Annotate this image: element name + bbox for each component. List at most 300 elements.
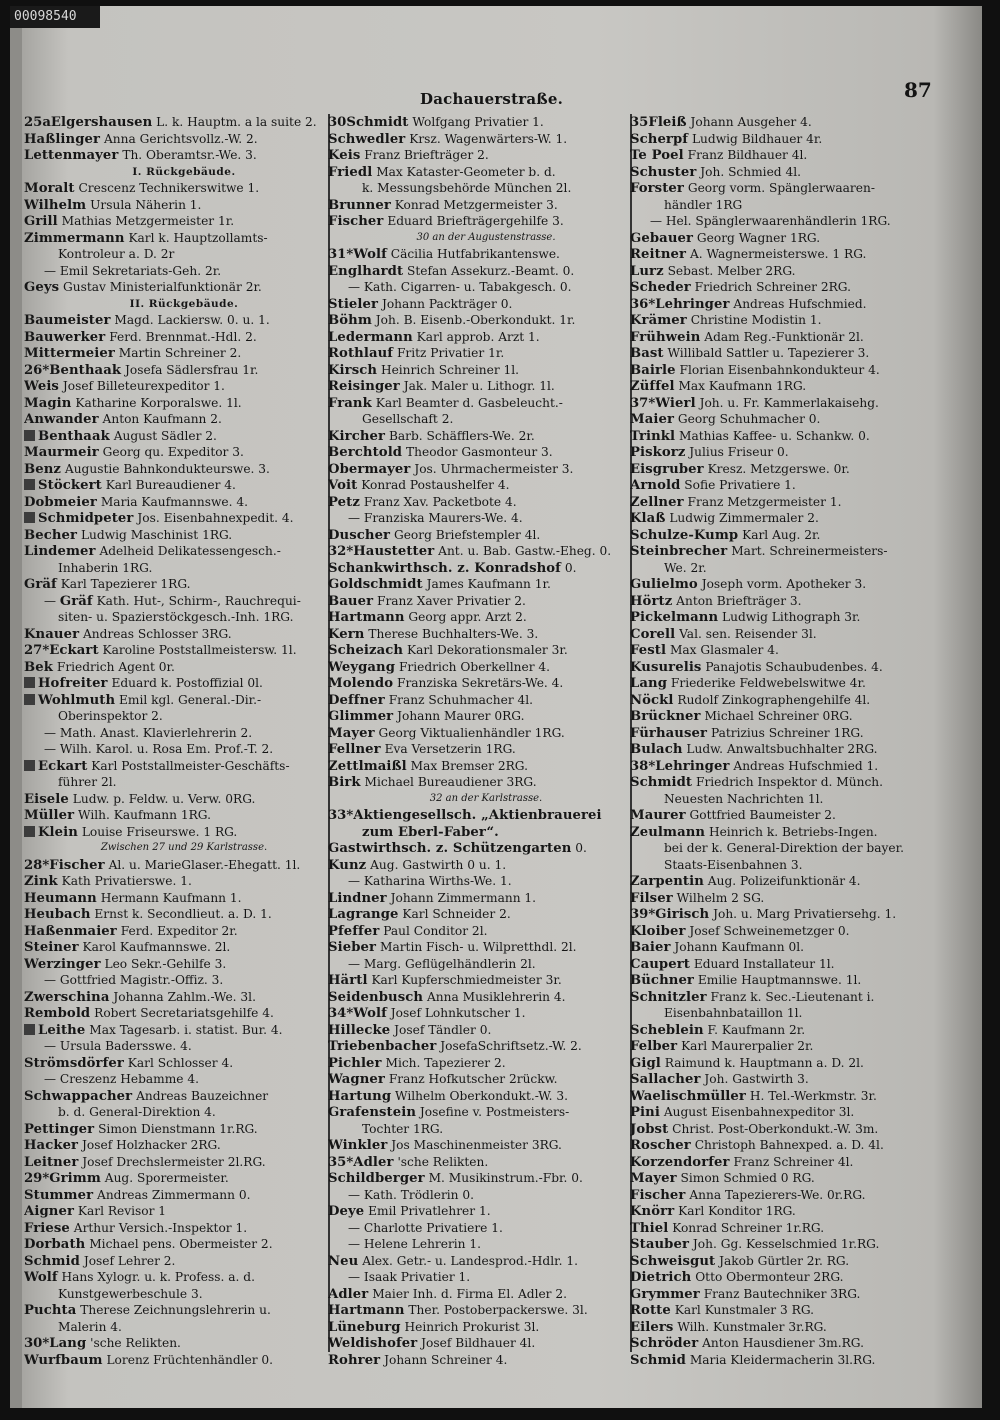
directory-entry [24,114,347,131]
directory-entry [630,114,930,131]
entry-details: F. Kaufmann 2r. [707,1022,806,1037]
entry-details: Michael pens. Obermeister 2. [89,1237,273,1251]
entry-name: Wurfbaum [24,1352,103,1368]
entry-details: Karl Bureaudiener 4. [105,478,236,492]
entry-name: Wolf [24,1270,58,1285]
entry-details: händler 1RG [664,197,743,212]
entry-name: Pickelmann [630,610,719,625]
entry-continuation [630,560,930,577]
directory-entry [328,692,644,709]
directory-entry [328,1335,644,1352]
directory-entry [328,213,644,230]
directory-entry [24,626,344,643]
ditto-dash: — [348,280,360,294]
directory-entry [328,1269,644,1286]
section-heading: I. Rückgebäude. [132,165,236,178]
directory-entry [328,1253,644,1270]
entry-name: Petz [328,494,360,510]
entry-name: Grill [24,214,58,229]
entry-name: Winkler [328,1138,388,1153]
directory-entry [24,1335,344,1352]
entry-details: Paul Conditor 2l. [383,923,488,938]
directory-entry [24,1220,344,1237]
entry-details: Georg appr. Arzt 2. [408,610,527,624]
entry-continuation [328,180,644,197]
entry-name: Keis [328,148,361,163]
entry-details: Kath. Hut-, Schirm-, Rauchrequi- [96,593,301,608]
index-marker-icon [24,1024,35,1035]
entry-details: Gesellschaft 2. [362,412,454,426]
entry-continuation [24,560,344,577]
entry-details: Aug. Sporermeister. [104,1171,229,1185]
directory-entry [630,1236,930,1253]
street-note: Zwischen 27 und 29 Karlstrasse. [100,842,268,853]
directory-entry [328,741,644,758]
directory-entry [24,923,344,940]
directory-entry [630,246,930,263]
directory-entry [24,1187,344,1204]
directory-entry [328,840,644,857]
entry-name: Corell [630,626,676,642]
entry-name: Maurmeir [24,445,99,460]
entry-name: Weygang [328,659,396,675]
entry-name: Rembold [24,1006,91,1021]
directory-entry [24,1154,344,1171]
entry-details: Martin Schreiner 2. [118,346,242,360]
entry-name: Girisch [655,907,710,922]
entry-details: Christoph Bahnexped. a. D. 4l. [694,1138,884,1152]
directory-entry [630,1055,930,1072]
entry-name: Zeulmann [630,824,706,840]
directory-entry [24,477,344,494]
directory-entry [24,890,344,907]
entry-name: Lettenmayer [24,148,119,163]
entry-details: Andreas Zimmermann 0. [97,1187,251,1202]
entry-name: Wolf [353,1006,387,1021]
entry-details: Anton Briefträger 3. [676,593,802,608]
directory-entry [630,1038,930,1055]
entry-details: Katharine Korporalswe. 1l. [75,395,242,410]
entry-details: führer 2l. [58,775,117,789]
house-number: 37* [630,395,656,411]
directory-entry [328,1319,644,1336]
directory-entry [328,1071,644,1088]
entry-details: Karl approb. Arzt 1. [416,329,540,344]
entry-name: Fischer [630,1187,686,1203]
entry-name: Hillecke [328,1022,391,1038]
entry-name: Dorbath [24,1237,86,1252]
directory-entry [24,312,344,329]
directory-entry [328,1286,644,1303]
directory-entry [630,1154,930,1171]
directory-entry [630,164,930,181]
directory-entry [24,197,344,214]
entry-details: Sofie Privatiere 1. [684,478,796,492]
entry-name: Gastwirthsch. z. Schützengarten [328,841,572,856]
entry-name: Gigl [630,1055,661,1071]
entry-name: Krämer [630,313,687,328]
directory-entry [328,1203,644,1220]
entry-name: Mayer [630,1171,677,1186]
directory-entry [630,1335,930,1352]
directory-entry [630,411,930,428]
directory-entry [630,329,930,346]
entry-name: Böhm [328,313,372,328]
entry-details: Jak. Maler u. Lithogr. 1l. [403,379,555,393]
street-note: 30 an der Augustenstrasse. [416,231,556,243]
entry-name: Grafenstein [328,1105,417,1120]
entry-name: Becher [24,527,78,543]
entry-details: Ludwig Maschinist 1RG. [80,527,233,542]
directory-entry [630,1352,930,1369]
street-note: 32 an der Karlstrasse. [429,792,543,804]
entry-details: Friedrich Schreiner 2RG. [694,280,851,294]
entry-name: Nöckl [630,692,674,708]
entry-details: Kresz. Metzgerswe. 0r. [707,461,850,476]
entry-details: Karl k. Hauptzollamts- [128,230,268,245]
entry-details: Tochter 1RG. [362,1121,444,1136]
entry-name: Fürhauser [630,725,708,741]
entry-continuation [24,1104,344,1121]
house-number: 25a [24,115,51,130]
directory-entry [328,890,644,907]
directory-entry [328,494,644,511]
directory-entry [24,180,344,197]
entry-name: Reitner [630,247,687,262]
directory-entry [24,1022,344,1039]
entry-details: Eduard Briefträgergehilfe 3. [387,214,564,228]
entry-details: Mich. Tapezierer 2. [385,1055,506,1070]
entry-name: Lüneburg [328,1319,401,1335]
entry-name: Molendo [328,676,394,691]
directory-entry [328,1302,644,1319]
directory-entry [24,543,344,560]
entry-details: Ludwig Bildhauer 4r. [691,131,823,146]
directory-entry [24,1038,344,1055]
entry-details: Eduard Installateur 1l. [693,956,835,971]
entry-name: Friedl [328,164,373,180]
entry-details: Josefa Sädlersfrau 1r. [124,362,259,377]
entry-name: Eckart [49,643,99,658]
entry-name: Benthaak [38,428,110,444]
directory-entry [630,659,930,676]
entry-name: Gräf [24,577,57,592]
directory-entry [24,906,344,923]
entry-name: Wierl [655,395,696,411]
entry-details: Friedrich Oberkellner 4. [398,659,551,674]
entry-details: Anton Hausdiener 3m.RG. [702,1336,864,1350]
entry-details: Julius Friseur 0. [689,445,789,459]
entry-name: Seidenbusch [328,989,424,1005]
entry-name: Duscher [328,527,391,543]
directory-entry [630,1137,930,1154]
directory-entry [630,1319,930,1336]
page-title: Dachauerstraße. [420,90,563,108]
entry-details: Emilie Hauptmannswe. 1l. [697,973,862,987]
entry-details: Robert Secretariatsgehilfe 4. [94,1006,274,1020]
entry-name: Elgershausen [50,115,153,130]
ditto-dash: — [44,593,56,608]
entry-name: Scherpf [630,131,689,147]
entry-details: Andreas Bauzeichner [136,1088,269,1103]
directory-entry [630,609,930,626]
index-marker-icon [24,512,35,523]
directory-entry [328,246,644,263]
directory-entry [328,114,644,131]
entry-details: Wilhelm Oberkondukt.-W. 3. [395,1088,568,1103]
entry-name: Zimmermann [24,230,125,246]
entry-details: Maria Kaufmannswe. 4. [100,494,248,509]
entry-name: Mittermeier [24,346,115,361]
directory-entry [328,461,644,478]
entry-details: Josef Holzhacker 2RG. [82,1138,221,1152]
entry-continuation [24,1286,344,1303]
directory-entry [24,1352,344,1369]
entry-details: August Sädler 2. [113,428,217,443]
entry-details: Barb. Schäfflers-We. 2r. [388,428,535,443]
entry-details: Joseph vorm. Apotheker 3. [701,577,867,591]
directory-entry [328,1137,644,1154]
entry-details: Charlotte Privatiere 1. [363,1220,503,1235]
directory-entry [24,1203,344,1220]
entry-details: Konrad Metzgermeister 3. [394,197,558,212]
entry-name: Heubach [24,907,91,922]
entry-details: Raimund k. Hauptmann a. D. 2l. [664,1055,864,1070]
directory-entry [328,345,644,362]
entry-details: Joh. Gastwirth 3. [704,1072,809,1086]
entry-name: Schwedler [328,131,406,147]
entry-details: Johann Ausgeher 4. [690,115,812,129]
entry-name: Zarpentin [630,874,704,889]
index-marker-icon [24,694,35,705]
entry-name: Birk [328,775,361,790]
directory-entry [24,989,344,1006]
directory-entry [328,444,644,461]
entry-name: Steiner [24,940,79,955]
entry-details: Kontroleur a. D. 2r [58,247,175,261]
directory-entry [328,1154,644,1171]
directory-entry [328,197,644,214]
directory-entry [630,1302,930,1319]
entry-name: Gebauer [630,230,694,246]
ditto-dash: — [348,1187,360,1202]
entry-name: Stöckert [38,478,102,493]
directory-entry [24,741,344,758]
directory-entry [328,1088,644,1105]
directory-entry [630,758,930,775]
entry-name: Te Poel [630,148,684,163]
entry-details: Ernst k. Secondlieut. a. D. 1. [94,907,272,921]
entry-name: Schankwirthsch. z. Konradshof [328,560,561,576]
entry-name: Lurz [630,263,664,279]
entry-details: Josef Drechslermeister 2l.RG. [82,1154,266,1169]
entry-details: Karl Tapezierer 1RG. [60,577,191,591]
entry-name: Schildberger [328,1171,425,1186]
entry-details: Staats-Eisenbahnen 3. [664,857,803,872]
entry-details: Ludw. Anwaltsbuchhalter 2RG. [686,742,878,756]
directory-entry [630,263,930,280]
directory-entry [630,213,930,230]
entry-details: Ursula Badersswe. 4. [59,1039,192,1053]
ditto-dash: — [44,742,56,756]
entry-details: We. 2r. [664,560,707,575]
entry-name: Pini [630,1105,660,1120]
entry-continuation [630,197,930,214]
entry-name: Magin [24,395,72,411]
directory-entry [630,741,930,758]
entry-details: b. d. General-Direktion 4. [58,1105,216,1119]
entry-name: Baumeister [24,313,111,328]
entry-details: Eva Versetzerin 1RG. [384,742,516,756]
entry-details: Willibald Sattler u. Tapezierer 3. [667,346,870,360]
entry-details: Cäcilia Hutfabrikantenswe. [390,247,560,261]
entry-details: M. Musikinstrum.-Fbr. 0. [428,1171,583,1185]
section-heading: II. Rückgebäude. [129,297,239,310]
entry-details: Rudolf Zinkographengehilfe 4l. [677,692,871,707]
directory-entry [328,593,644,610]
entry-details: Johann Zimmermann 1. [390,890,537,905]
entry-name: Hofreiter [38,676,108,691]
directory-entry [630,1220,930,1237]
directory-entry [24,824,344,841]
directory-entry [630,1187,930,1204]
directory-entry [328,609,644,626]
entry-name: Deffner [328,692,385,708]
directory-entry [24,1121,344,1138]
entry-name: zum Eberl-Faber“. [362,824,499,840]
ditto-dash: — [348,1270,360,1284]
entry-name: Stieler [328,296,379,312]
entry-continuation [630,840,930,857]
directory-entry [24,1253,344,1270]
directory-entry [24,807,344,824]
entry-name: Neu [328,1253,359,1269]
directory-entry [630,626,930,643]
entry-name: Weldishofer [328,1336,418,1351]
entry-name: Ledermann [328,329,413,345]
directory-entry [24,1005,344,1022]
entry-name: Schröder [630,1336,699,1351]
entry-name: Sieber [328,940,377,955]
directory-entry [328,1220,644,1237]
entry-details: Gottfried Baumeister 2. [689,808,836,822]
directory-entry [630,708,930,725]
entry-name: Bek [24,659,53,675]
entry-name: Obermayer [328,461,411,477]
entry-details: Wolfgang Privatier 1. [412,115,544,129]
entry-name: Roscher [630,1138,691,1153]
index-marker-icon [24,826,35,837]
entry-details: Ludwig Lithograph 3r. [722,610,861,624]
ditto-dash: — [348,511,360,525]
entry-details: bei der k. General-Direktion der bayer. [664,841,904,855]
entry-details: Helene Lehrerin 1. [363,1237,482,1251]
entry-name: Maier [630,412,674,427]
directory-entry [24,131,344,148]
entry-name: Gulielmo [630,577,698,592]
directory-entry [328,1104,644,1121]
entry-details: Ursula Näherin 1. [90,197,202,212]
directory-entry [24,147,344,164]
entry-details: Johann Maurer 0RG. [397,709,525,723]
directory-entry [328,164,644,181]
entry-name: Arnold [630,478,681,493]
directory-entry [328,758,644,775]
entry-details: Hel. Spänglerwaarenhändlerin 1RG. [665,214,891,228]
entry-details: Karl Konditor 1RG. [678,1204,796,1218]
entry-name: Moralt [24,181,75,196]
entry-name: Haßenmaier [24,923,117,939]
entry-details: Johann Schreiner 4. [384,1352,508,1367]
entry-details: Marg. Geflügelhändlerin 2l. [363,956,536,971]
entry-name: Kunz [328,857,367,873]
entry-details: Karl Revisor 1 [77,1204,167,1218]
entry-details: Joh. B. Eisenb.-Oberkondukt. 1r. [375,313,576,327]
entry-name: Knauer [24,626,80,642]
entry-details: Ludw. p. Feldw. u. Verw. 0RG. [72,791,256,806]
directory-entry [630,444,930,461]
entry-details: Theodor Gasmonteur 3. [406,445,553,459]
entry-name: Reisinger [328,379,400,394]
directory-entry [24,857,344,874]
directory-entry [24,1302,344,1319]
directory-entry [630,395,930,412]
entry-name: Schmidpeter [38,511,134,526]
entry-name: Zink [24,874,58,889]
entry-name: Baier [630,940,671,955]
entry-name: Caupert [630,956,690,972]
entry-details: Alex. Getr.- u. Landesprod.-Hdlr. 1. [362,1253,578,1268]
entry-name: Lang [49,1336,87,1351]
directory-entry [328,131,644,148]
house-number: 32* [328,544,354,559]
directory-entry [328,1022,644,1039]
entry-details: Karl Schlosser 4. [127,1055,234,1070]
directory-entry [328,576,644,593]
directory-entry [630,510,930,527]
entry-name: Schmidt [630,775,693,790]
entry-name: Zwerschina [24,989,110,1005]
ditto-dash: — [44,1039,56,1053]
entry-name: Bulach [630,742,683,757]
directory-entry [630,593,930,610]
entry-name: Friese [24,1220,70,1236]
entry-details: Adam Reg.-Funktionär 2l. [704,329,864,344]
directory-entry [24,362,344,379]
page-gutter [10,6,22,1408]
directory-entry [630,180,930,197]
entry-name: Grymmer [630,1286,700,1302]
house-number: 26* [24,362,50,378]
entry-details: Konrad Postaushelfer 4. [361,478,510,492]
entry-name: Waelischmüller [630,1088,746,1104]
directory-entry [24,593,344,610]
entry-name: Voit [328,478,358,493]
entry-name: Kloiber [630,923,686,939]
entry-name: Eckart [38,758,88,774]
entry-details: Val. sen. Reisender 3l. [679,626,817,641]
directory-entry [328,477,644,494]
entry-details: Ther. Postoberpackerswe. 3l. [408,1303,588,1317]
entry-name: Berchtold [328,445,403,460]
directory-entry [24,1055,344,1072]
entry-details: Ferd. Expeditor 2r. [120,923,238,938]
entry-details: Michael Bureaudiener 3RG. [364,775,537,789]
house-number: 39* [630,907,656,922]
directory-entry [630,1071,930,1088]
directory-entry [630,972,930,989]
entry-name: Hartmann [328,610,405,625]
